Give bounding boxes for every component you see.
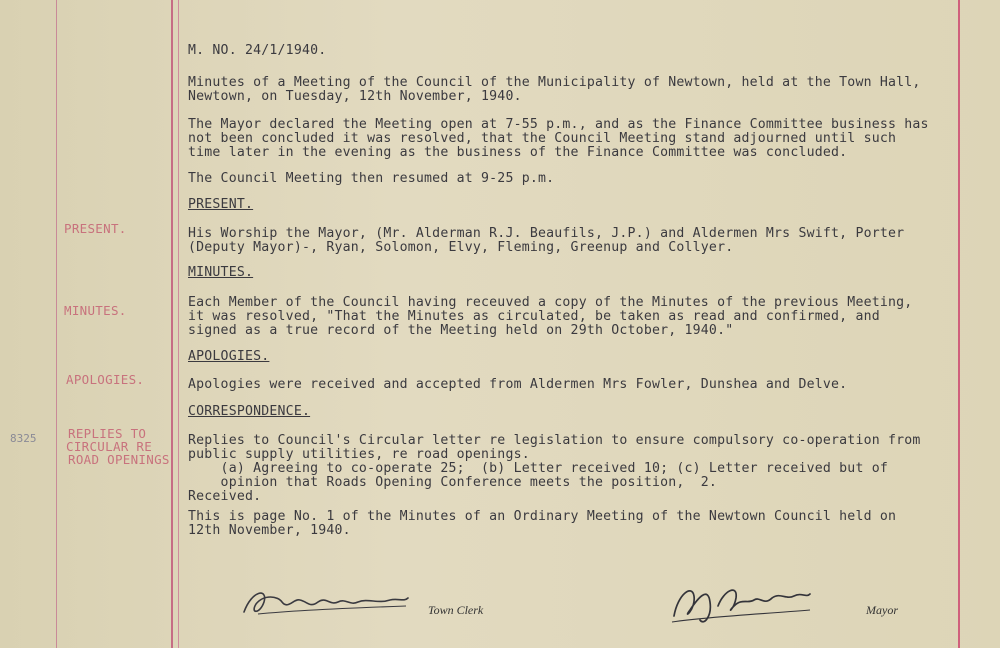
correspondence-margin-label: ROAD OPENINGS	[68, 452, 170, 467]
margin-rule	[171, 0, 173, 648]
page-note-line: 12th November, 1940.	[188, 523, 351, 538]
page-note-line: This is page No. 1 of the Minutes of an Ordinary Meeting of the Newtown Council held on	[188, 509, 897, 524]
opening-line: time later in the evening as the business of the Finance Committee was concluded.	[188, 145, 848, 160]
opening-line: The Mayor declared the Meeting open at 7-55 p.m., and as the Finance Committee business has	[188, 117, 929, 132]
minutes-line: Each Member of the Council having receuved a copy of the Minutes of the previous Meeting,	[188, 295, 913, 310]
correspondence-margin-label: REPLIES TO	[68, 426, 147, 441]
correspondence-line: Received.	[188, 489, 262, 504]
town-clerk-label: Town Clerk	[428, 603, 484, 617]
present-line: His Worship the Mayor, (Mr. Alderman R.J. Beaufils, J.P.) and Aldermen Mrs Swift, Porter	[188, 226, 905, 241]
apologies-heading: APOLOGIES.	[188, 349, 270, 364]
minutes-margin-label: MINUTES.	[64, 303, 127, 318]
opening-line: not been concluded it was resolved, that the Council Meeting stand adjourned until such	[188, 131, 897, 146]
correspondence-heading: CORRESPONDENCE.	[188, 404, 311, 419]
left-margin-rule	[56, 0, 57, 648]
intro-line: Newtown, on Tuesday, 12th November, 1940.	[188, 89, 522, 104]
resumed-line: The Council Meeting then resumed at 9-25 p.m.	[188, 171, 555, 186]
correspondence-line: (a) Agreeing to co-operate 25; (b) Letter received 10; (c) Letter received but of	[188, 461, 889, 476]
minutes-line: signed as a true record of the Meeting held on 29th October, 1940."	[188, 323, 734, 338]
apologies-line: Apologies were received and accepted from Aldermen Mrs Fowler, Dunshea and Delve.	[188, 377, 848, 392]
correspondence-line: opinion that Roads Opening Conference meets the position, 2.	[188, 475, 718, 490]
correspondence-margin-label: CIRCULAR RE	[66, 439, 153, 454]
present-heading: PRESENT.	[188, 197, 254, 212]
minute-number: M. NO. 24/1/1940.	[188, 43, 327, 58]
minutes-line: it was resolved, "That the Minutes as circulated, be taken as read and confirmed, and	[188, 309, 880, 324]
intro-line: Minutes of a Meeting of the Council of the Municipality of Newtown, held at the Town Hall,	[188, 75, 921, 90]
folio-number: 8325	[10, 432, 37, 445]
right-margin-rule	[958, 0, 960, 648]
present-margin-label: PRESENT.	[64, 221, 127, 236]
correspondence-line: public supply utilities, re road openings.	[188, 447, 530, 462]
margin-rule-inner	[178, 0, 179, 648]
correspondence-line: Replies to Council's Circular letter re legislation to ensure compulsory co-operation from	[188, 433, 921, 448]
mayor-signature	[664, 576, 814, 632]
minutes-heading: MINUTES.	[188, 265, 254, 280]
apologies-margin-label: APOLOGIES.	[66, 372, 145, 387]
mayor-label: Mayor	[866, 603, 898, 617]
town-clerk-signature	[238, 584, 413, 624]
present-line: (Deputy Mayor)-, Ryan, Solomon, Elvy, Fleming, Greenup and Collyer.	[188, 240, 734, 255]
